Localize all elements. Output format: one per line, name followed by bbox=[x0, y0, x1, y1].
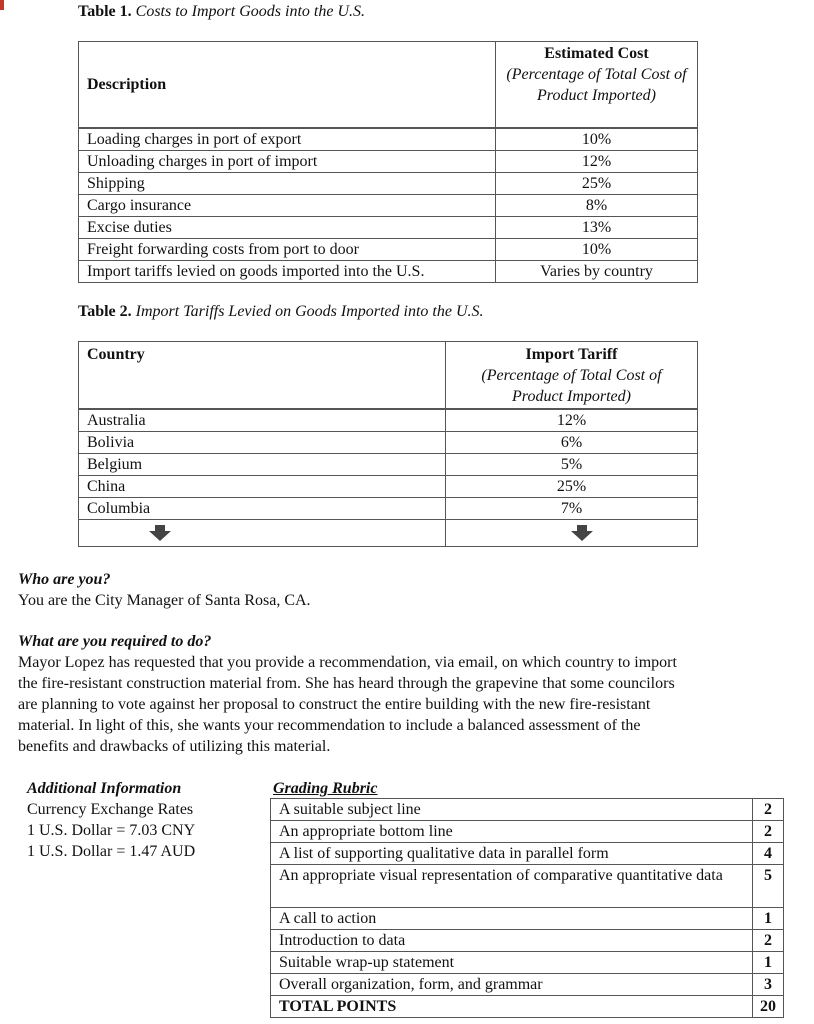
tariff-value: 5% bbox=[446, 454, 698, 476]
country-name: Bolivia bbox=[79, 432, 446, 454]
table-row bbox=[79, 454, 698, 476]
table-row bbox=[271, 821, 784, 843]
corner-marker bbox=[0, 0, 4, 10]
cost-value: 25% bbox=[496, 173, 698, 195]
additional-line: Currency Exchange Rates bbox=[27, 801, 194, 818]
rubric-item: Suitable wrap-up statement bbox=[271, 952, 753, 974]
table-row bbox=[271, 865, 784, 908]
table-row bbox=[79, 173, 698, 195]
table-row bbox=[271, 908, 784, 930]
cost-value: 10% bbox=[496, 239, 698, 261]
task-line: are planning to vote against her proposal to construct the entire building with the new fire-resistant bbox=[18, 696, 651, 713]
rubric-points: 1 bbox=[753, 908, 784, 930]
cost-description: Unloading charges in port of import bbox=[79, 151, 496, 173]
table-row bbox=[79, 195, 698, 217]
table-continuation-row bbox=[79, 520, 698, 547]
header-description: Description bbox=[79, 42, 496, 129]
cost-value: 10% bbox=[496, 128, 698, 151]
cost-description: Cargo insurance bbox=[79, 195, 496, 217]
cost-description: Loading charges in port of export bbox=[79, 128, 496, 151]
rubric-item: A suitable subject line bbox=[271, 799, 753, 821]
rubric-item: Overall organization, form, and grammar bbox=[271, 974, 753, 996]
cost-description: Shipping bbox=[79, 173, 496, 195]
header-estimated-cost-sub: (Percentage of Total Cost of Product Imported) bbox=[506, 66, 687, 104]
who-answer: You are the City Manager of Santa Rosa, CA. bbox=[18, 592, 311, 609]
rubric-points: 2 bbox=[753, 930, 784, 952]
table-row bbox=[79, 239, 698, 261]
table2-caption-title: Import Tariffs Levied on Goods Imported into the U.S. bbox=[135, 303, 484, 320]
task-question: What are you required to do? bbox=[18, 633, 212, 650]
table1-caption-title: Costs to Import Goods into the U.S. bbox=[135, 3, 365, 20]
header-import-tariff-title: Import Tariff bbox=[525, 346, 618, 363]
rubric-points: 2 bbox=[753, 821, 784, 843]
table-row bbox=[79, 128, 698, 151]
rubric-item: Introduction to data bbox=[271, 930, 753, 952]
table1-caption-label: Table 1. bbox=[78, 3, 132, 20]
arrow-down-icon bbox=[571, 525, 593, 541]
total-points-label: TOTAL POINTS bbox=[271, 996, 753, 1018]
who-are-you-section bbox=[18, 569, 778, 611]
rubric-item: A call to action bbox=[271, 908, 753, 930]
rubric-points: 1 bbox=[753, 952, 784, 974]
table-row bbox=[79, 476, 698, 498]
rubric-points: 4 bbox=[753, 843, 784, 865]
cost-description: Freight forwarding costs from port to door bbox=[79, 239, 496, 261]
table-row bbox=[79, 151, 698, 173]
tariff-value: 12% bbox=[446, 409, 698, 432]
rubric-item: An appropriate visual representation of comparative quantitative data bbox=[271, 865, 753, 908]
task-line: the fire-resistant construction material from. She has heard through the grapevine that some councilors bbox=[18, 675, 675, 692]
additional-information bbox=[27, 778, 257, 862]
task-section bbox=[18, 631, 778, 757]
total-points-value: 20 bbox=[753, 996, 784, 1018]
header-import-tariff bbox=[446, 342, 698, 410]
cost-description: Import tariffs levied on goods imported into the U.S. bbox=[79, 261, 496, 283]
table-row bbox=[79, 217, 698, 239]
table-header-row bbox=[79, 342, 698, 410]
header-estimated-cost bbox=[496, 42, 698, 129]
table2-caption bbox=[78, 301, 484, 322]
tariff-value: 6% bbox=[446, 432, 698, 454]
who-question: Who are you? bbox=[18, 571, 111, 588]
rubric-points: 5 bbox=[753, 865, 784, 908]
header-estimated-cost-title: Estimated Cost bbox=[544, 45, 649, 62]
table-row bbox=[271, 974, 784, 996]
rubric-title: Grading Rubric bbox=[273, 780, 378, 797]
table-row bbox=[271, 952, 784, 974]
table-row bbox=[271, 930, 784, 952]
table-row bbox=[79, 261, 698, 283]
tariffs-table bbox=[78, 341, 698, 547]
task-line: Mayor Lopez has requested that you provide a recommendation, via email, on which country to import bbox=[18, 654, 677, 671]
cost-value: 13% bbox=[496, 217, 698, 239]
tariff-value: 25% bbox=[446, 476, 698, 498]
country-name: Australia bbox=[79, 409, 446, 432]
table-row bbox=[271, 799, 784, 821]
rubric-total-row bbox=[271, 996, 784, 1018]
cost-value: 12% bbox=[496, 151, 698, 173]
grading-rubric-table bbox=[270, 798, 784, 1018]
country-continuation-cell bbox=[79, 520, 446, 547]
table2-caption-label: Table 2. bbox=[78, 303, 132, 320]
rubric-points: 2 bbox=[753, 799, 784, 821]
tariff-continuation-cell bbox=[446, 520, 698, 547]
header-country: Country bbox=[79, 342, 446, 410]
table-row bbox=[79, 498, 698, 520]
header-import-tariff-sub: (Percentage of Total Cost of Product Imported) bbox=[481, 367, 662, 405]
country-name: China bbox=[79, 476, 446, 498]
table-row bbox=[79, 432, 698, 454]
table-row bbox=[271, 843, 784, 865]
task-line: material. In light of this, she wants your recommendation to include a balanced assessment of the bbox=[18, 717, 641, 734]
cost-description: Excise duties bbox=[79, 217, 496, 239]
rubric-item: An appropriate bottom line bbox=[271, 821, 753, 843]
arrow-down-icon bbox=[149, 525, 171, 541]
country-name: Columbia bbox=[79, 498, 446, 520]
cost-value: 8% bbox=[496, 195, 698, 217]
table-header-row bbox=[79, 42, 698, 129]
table1-caption bbox=[78, 1, 365, 22]
tariff-value: 7% bbox=[446, 498, 698, 520]
rubric-points: 3 bbox=[753, 974, 784, 996]
cost-value: Varies by country bbox=[496, 261, 698, 283]
costs-table bbox=[78, 41, 698, 283]
exchange-rate-cny: 1 U.S. Dollar = 7.03 CNY bbox=[27, 822, 196, 839]
task-line: benefits and drawbacks of utilizing this material. bbox=[18, 738, 331, 755]
rubric-item: A list of supporting qualitative data in parallel form bbox=[271, 843, 753, 865]
additional-heading: Additional Information bbox=[27, 780, 182, 797]
exchange-rate-aud: 1 U.S. Dollar = 1.47 AUD bbox=[27, 843, 196, 860]
table-row bbox=[79, 409, 698, 432]
country-name: Belgium bbox=[79, 454, 446, 476]
